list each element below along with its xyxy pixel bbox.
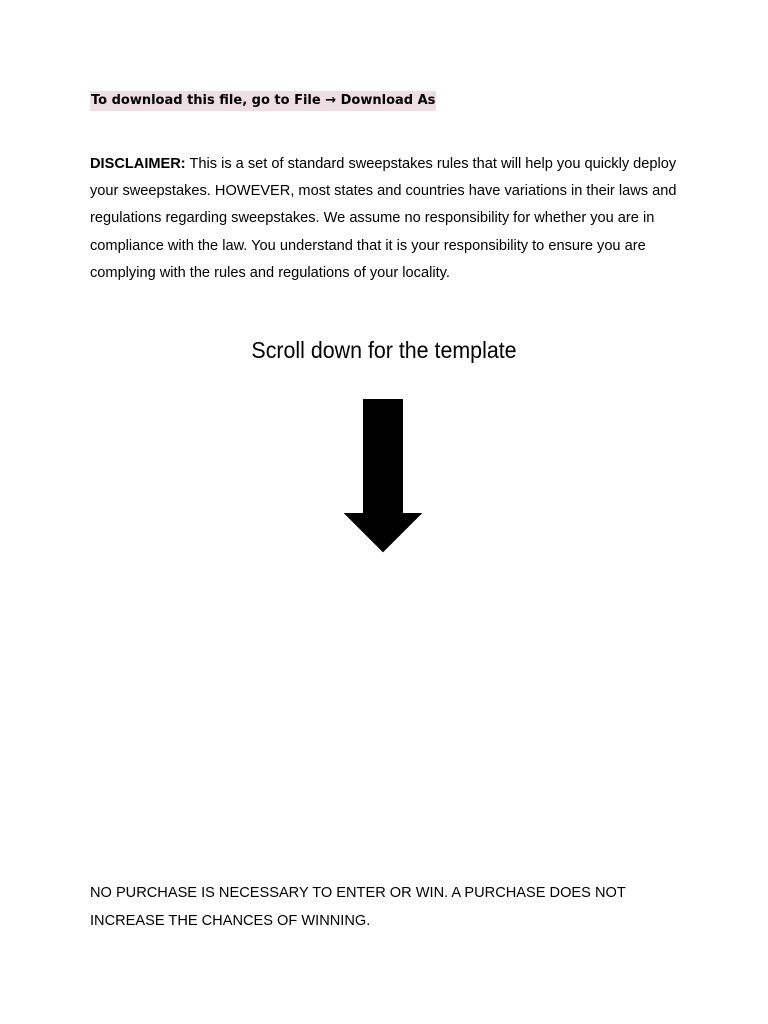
no-purchase-statement: NO PURCHASE IS NECESSARY TO ENTER OR WIN. A PURCHASE DOES NOT INCREASE THE CHANCES OF WINNING.: [90, 885, 626, 929]
disclaimer-label: DISCLAIMER:: [90, 156, 186, 172]
down-arrow-icon: [344, 398, 422, 553]
download-instruction-note: To download this file, go to File → Download As: [90, 91, 436, 111]
disclaimer-paragraph: [90, 151, 690, 287]
scroll-down-heading: Scroll down for the template: [251, 337, 517, 363]
disclaimer-text: This is a set of standard sweepstakes rules that will help you quickly deploy your sweepstakes. HOWEVER, most states and countries have variations in their laws and regulations regarding sweepstakes. We assume no responsibility for whether you are in compliance with the law. You understand that it is your responsibility to ensure you are complying with the rules and regulations of your locality.: [90, 156, 677, 281]
